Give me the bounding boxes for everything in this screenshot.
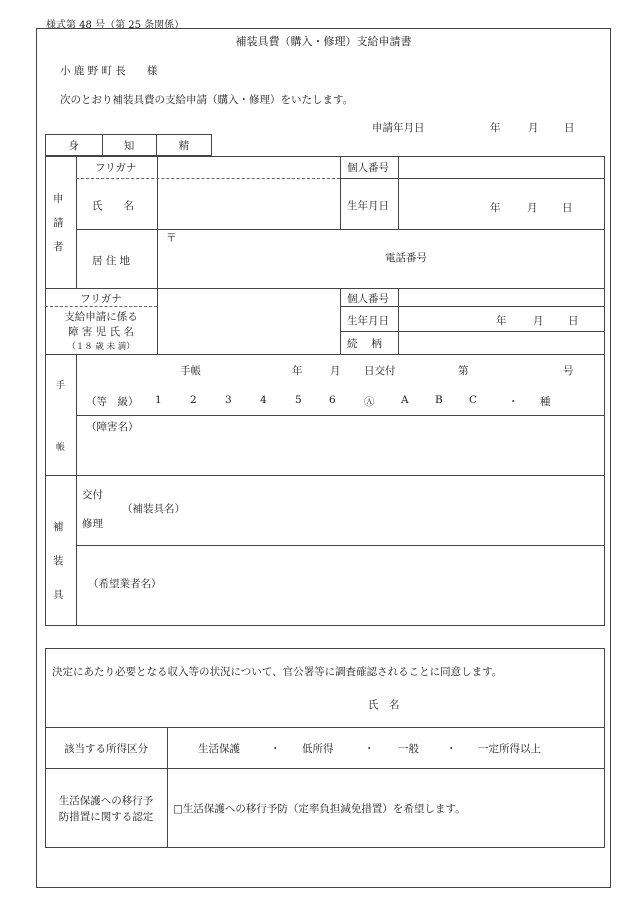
income-option-welfare[interactable]: 生活保護 (198, 743, 240, 755)
prevention-checkbox-text[interactable]: □生活保護への移行予防（定率負担減免措置）を希望します。 (173, 803, 466, 815)
addressee: 小 鹿 野 町 長 様 (60, 65, 158, 77)
applicant-birth-year: 年 (490, 202, 501, 214)
disability-type-physical[interactable]: 身 (68, 140, 79, 152)
techo-label: 手帳 (180, 365, 201, 377)
applicant-name-label: 氏 名 (92, 200, 134, 212)
applicant-birthdate-label: 生年月日 (347, 200, 389, 212)
techo-number-prefix: 第 (458, 365, 469, 377)
application-date-label: 申請年月日 (372, 122, 425, 134)
grade-separator: ・ (508, 396, 519, 408)
child-label-line1: 支給申請に係る (64, 311, 138, 323)
vendor-label: （希望業者名） (88, 578, 162, 590)
grade-option[interactable]: B (435, 394, 443, 406)
applicant-birth-month: 月 (527, 202, 538, 214)
applicant-individual-number-label: 個人番号 (347, 162, 389, 174)
grade-option[interactable]: 2 (190, 394, 197, 406)
income-option-low[interactable]: 低所得 (302, 743, 334, 755)
form-number: 様式第 48 号（第 25 条関係） (46, 20, 185, 31)
main-table (45, 156, 605, 626)
device-issue-option[interactable]: 交付 (82, 489, 103, 501)
application-date-day: 日 (564, 122, 575, 134)
techo-number-suffix: 号 (563, 365, 574, 377)
postal-mark: 〒 (166, 232, 177, 244)
intro-text: 次のとおり補装具費の支給申請（購入・修理）をいたします。 (60, 94, 354, 106)
applicant-furigana-label: フリガナ (95, 162, 137, 174)
techo-month: 月 (330, 365, 341, 377)
application-date-month: 月 (528, 122, 539, 134)
grade-option[interactable]: 3 (225, 394, 232, 406)
prevention-label: 生活保護への移行予 防措置に関する認定 (58, 795, 154, 823)
income-category-label: 該当する所得区分 (64, 743, 148, 755)
application-date-year: 年 (490, 122, 501, 134)
grade-label: （等 級） (86, 396, 139, 408)
child-label-line2: 障 害 児 氏 名 (68, 326, 134, 338)
techo-side-char-2: 帳 (56, 443, 66, 453)
child-birthdate-label: 生年月日 (347, 315, 389, 327)
device-repair-option[interactable]: 修理 (82, 518, 103, 530)
child-birth-year: 年 (496, 315, 507, 327)
techo-side-char-1: 手 (56, 381, 66, 391)
disability-type-intellectual[interactable]: 知 (123, 140, 135, 152)
child-birth-month: 月 (533, 315, 544, 327)
grade-option[interactable]: C (469, 394, 478, 406)
income-option-general[interactable]: 一般 (398, 743, 419, 755)
grade-option[interactable]: 6 (329, 394, 336, 406)
child-individual-number-label: 個人番号 (347, 293, 389, 305)
device-name-label: （補装具名） (122, 503, 185, 515)
grade-option[interactable]: A (401, 394, 409, 406)
consent-text: 決定にあたり必要となる収入等の状況について、官公署等に調査確認されることに同意します。 (52, 666, 503, 678)
child-furigana-label: フリガナ (80, 293, 122, 305)
grade-option[interactable]: 4 (260, 394, 267, 406)
child-label-line3: （１８ 歳 未 満） (67, 342, 135, 352)
grade-option[interactable]: 1 (155, 394, 162, 406)
applicant-side-label: 申 請 者 (53, 193, 64, 253)
disability-type-mental[interactable]: 精 (178, 140, 190, 152)
income-separator: ・ (270, 743, 281, 755)
grade-option[interactable]: 種 (540, 396, 551, 408)
techo-issued: 日交付 (364, 365, 396, 377)
applicant-address-label: 居 住 地 (92, 255, 131, 267)
grade-option[interactable]: 5 (295, 394, 302, 406)
disability-name-label: （障害名） (86, 421, 139, 433)
techo-year: 年 (292, 365, 303, 377)
phone-number-label: 電話番号 (385, 252, 427, 264)
child-birth-day: 日 (568, 315, 579, 327)
income-separator: ・ (446, 743, 457, 755)
income-option-fixed-or-more[interactable]: 一定所得以上 (478, 743, 541, 755)
form-title: 補装具費（購入・修理）支給申請書 (235, 35, 412, 48)
child-relationship-label: 続 柄 (347, 338, 382, 350)
applicant-birth-day: 日 (562, 202, 573, 214)
income-separator: ・ (364, 743, 375, 755)
grade-option[interactable]: Ⓐ (364, 396, 375, 408)
device-side-label: 補 装 具 (53, 521, 64, 601)
consent-name-label: 氏 名 (368, 699, 400, 711)
